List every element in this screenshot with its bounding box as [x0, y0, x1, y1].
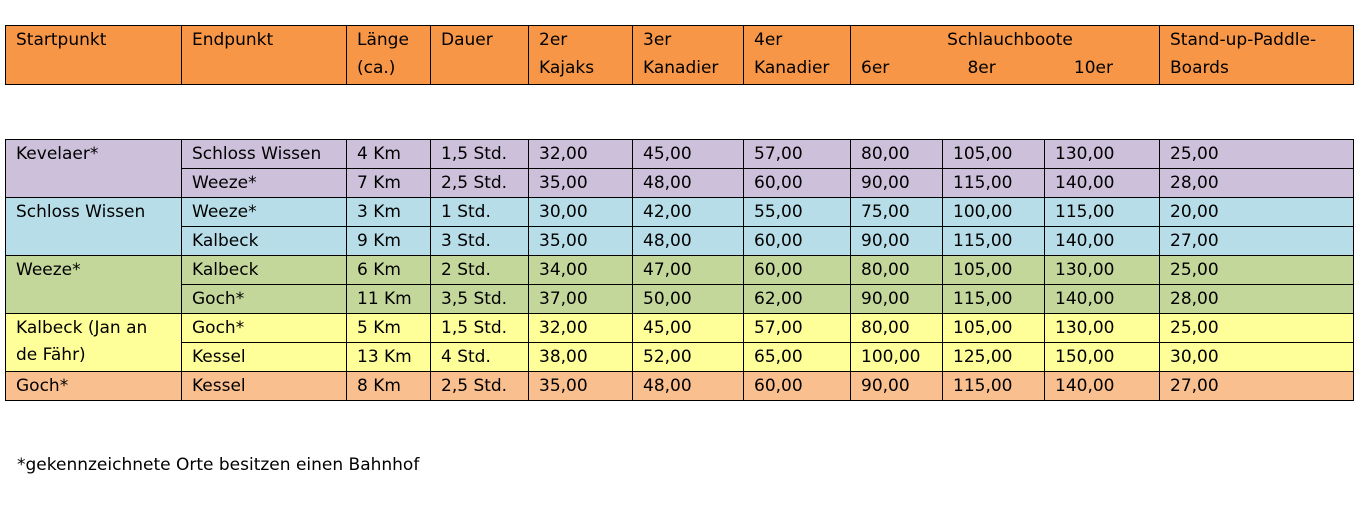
price-cell: 28,00	[1160, 169, 1354, 198]
price-cell: 25,00	[1160, 256, 1354, 285]
price-table	[5, 25, 1354, 401]
length-cell: 4 Km	[347, 140, 431, 169]
price-cell: 125,00	[943, 343, 1045, 372]
table-row	[6, 372, 1354, 401]
duration-cell: 3 Std.	[431, 227, 529, 256]
price-cell: 20,00	[1160, 198, 1354, 227]
duration-cell: 2,5 Std.	[431, 169, 529, 198]
price-cell: 55,00	[744, 198, 851, 227]
header-3er-kanadier: 3er Kanadier	[633, 26, 744, 85]
price-cell: 34,00	[529, 256, 633, 285]
price-cell: 35,00	[529, 227, 633, 256]
price-cell: 80,00	[851, 314, 943, 343]
table-row	[6, 343, 1354, 372]
duration-cell: 1,5 Std.	[431, 314, 529, 343]
price-cell: 115,00	[1045, 198, 1160, 227]
duration-cell: 4 Std.	[431, 343, 529, 372]
start-cell: Kalbeck (Jan an de Fähr)	[6, 314, 182, 372]
price-cell: 27,00	[1160, 372, 1354, 401]
price-cell: 105,00	[943, 140, 1045, 169]
price-cell: 60,00	[744, 169, 851, 198]
price-cell: 140,00	[1045, 227, 1160, 256]
end-cell: Kessel	[182, 343, 347, 372]
length-cell: 9 Km	[347, 227, 431, 256]
price-cell: 115,00	[943, 227, 1045, 256]
end-cell: Schloss Wissen	[182, 140, 347, 169]
price-cell: 32,00	[529, 140, 633, 169]
price-cell: 105,00	[943, 256, 1045, 285]
length-cell: 3 Km	[347, 198, 431, 227]
price-cell: 140,00	[1045, 285, 1160, 314]
end-cell: Weeze*	[182, 198, 347, 227]
price-cell: 45,00	[633, 140, 744, 169]
table-row	[6, 140, 1354, 169]
price-cell: 130,00	[1045, 256, 1160, 285]
price-cell: 60,00	[744, 256, 851, 285]
price-cell: 60,00	[744, 372, 851, 401]
price-cell: 60,00	[744, 227, 851, 256]
price-cell: 28,00	[1160, 285, 1354, 314]
schlauchboote-sizes	[861, 54, 1159, 82]
header-endpunkt: Endpunkt	[182, 26, 347, 85]
end-cell: Kalbeck	[182, 227, 347, 256]
price-cell: 30,00	[1160, 343, 1354, 372]
length-cell: 13 Km	[347, 343, 431, 372]
table-row	[6, 314, 1354, 343]
spacer-row	[6, 85, 1354, 140]
end-cell: Goch*	[182, 285, 347, 314]
price-cell: 90,00	[851, 169, 943, 198]
length-cell: 8 Km	[347, 372, 431, 401]
price-cell: 105,00	[943, 314, 1045, 343]
price-cell: 90,00	[851, 285, 943, 314]
length-cell: 11 Km	[347, 285, 431, 314]
start-cell: Schloss Wissen	[6, 198, 182, 256]
price-cell: 100,00	[943, 198, 1045, 227]
price-cell: 45,00	[633, 314, 744, 343]
table-row	[6, 227, 1354, 256]
price-cell: 150,00	[1045, 343, 1160, 372]
price-cell: 65,00	[744, 343, 851, 372]
end-cell: Kalbeck	[182, 256, 347, 285]
duration-cell: 3,5 Std.	[431, 285, 529, 314]
length-cell: 6 Km	[347, 256, 431, 285]
duration-cell: 2,5 Std.	[431, 372, 529, 401]
price-cell: 115,00	[943, 372, 1045, 401]
price-cell: 100,00	[851, 343, 943, 372]
price-cell: 48,00	[633, 372, 744, 401]
price-cell: 25,00	[1160, 140, 1354, 169]
duration-cell: 1 Std.	[431, 198, 529, 227]
table-row	[6, 169, 1354, 198]
header-schlauchboote: Schlauchboote 6er 8er 10er	[851, 26, 1160, 85]
price-cell: 130,00	[1045, 140, 1160, 169]
price-cell: 80,00	[851, 140, 943, 169]
price-cell: 130,00	[1045, 314, 1160, 343]
end-cell: Weeze*	[182, 169, 347, 198]
length-cell: 7 Km	[347, 169, 431, 198]
price-cell: 47,00	[633, 256, 744, 285]
end-cell: Goch*	[182, 314, 347, 343]
price-cell: 48,00	[633, 169, 744, 198]
start-cell: Kevelaer*	[6, 140, 182, 198]
price-cell: 90,00	[851, 227, 943, 256]
length-cell: 5 Km	[347, 314, 431, 343]
end-cell: Kessel	[182, 372, 347, 401]
footnote: *gekennzeichnete Orte besitzen einen Bahnhof	[17, 455, 420, 475]
duration-cell: 1,5 Std.	[431, 140, 529, 169]
price-cell: 30,00	[529, 198, 633, 227]
header-laenge: Länge (ca.)	[347, 26, 431, 85]
price-cell: 57,00	[744, 314, 851, 343]
price-cell: 25,00	[1160, 314, 1354, 343]
header-4er-kanadier: 4er Kanadier	[744, 26, 851, 85]
price-cell: 35,00	[529, 372, 633, 401]
price-cell: 140,00	[1045, 169, 1160, 198]
header-dauer: Dauer	[431, 26, 529, 85]
price-cell: 42,00	[633, 198, 744, 227]
price-cell: 62,00	[744, 285, 851, 314]
price-cell: 50,00	[633, 285, 744, 314]
header-10er: 10er	[1073, 58, 1113, 78]
table-row	[6, 285, 1354, 314]
price-cell: 80,00	[851, 256, 943, 285]
price-cell: 52,00	[633, 343, 744, 372]
price-cell: 35,00	[529, 169, 633, 198]
price-cell: 37,00	[529, 285, 633, 314]
price-cell: 57,00	[744, 140, 851, 169]
price-cell: 90,00	[851, 372, 943, 401]
header-sup: Stand-up-Paddle- Boards	[1160, 26, 1354, 85]
header-8er: 8er	[967, 58, 996, 78]
start-cell: Goch*	[6, 372, 182, 401]
price-cell: 115,00	[943, 169, 1045, 198]
table-row	[6, 256, 1354, 285]
price-cell: 27,00	[1160, 227, 1354, 256]
header-2er-kajaks: 2er Kajaks	[529, 26, 633, 85]
price-cell: 75,00	[851, 198, 943, 227]
table-row	[6, 198, 1354, 227]
price-cell: 32,00	[529, 314, 633, 343]
price-cell: 115,00	[943, 285, 1045, 314]
start-cell: Weeze*	[6, 256, 182, 314]
price-cell: 48,00	[633, 227, 744, 256]
header-row	[6, 26, 1354, 85]
header-startpunkt: Startpunkt	[6, 26, 182, 85]
price-cell: 140,00	[1045, 372, 1160, 401]
header-6er: 6er	[861, 58, 890, 78]
duration-cell: 2 Std.	[431, 256, 529, 285]
price-cell: 38,00	[529, 343, 633, 372]
